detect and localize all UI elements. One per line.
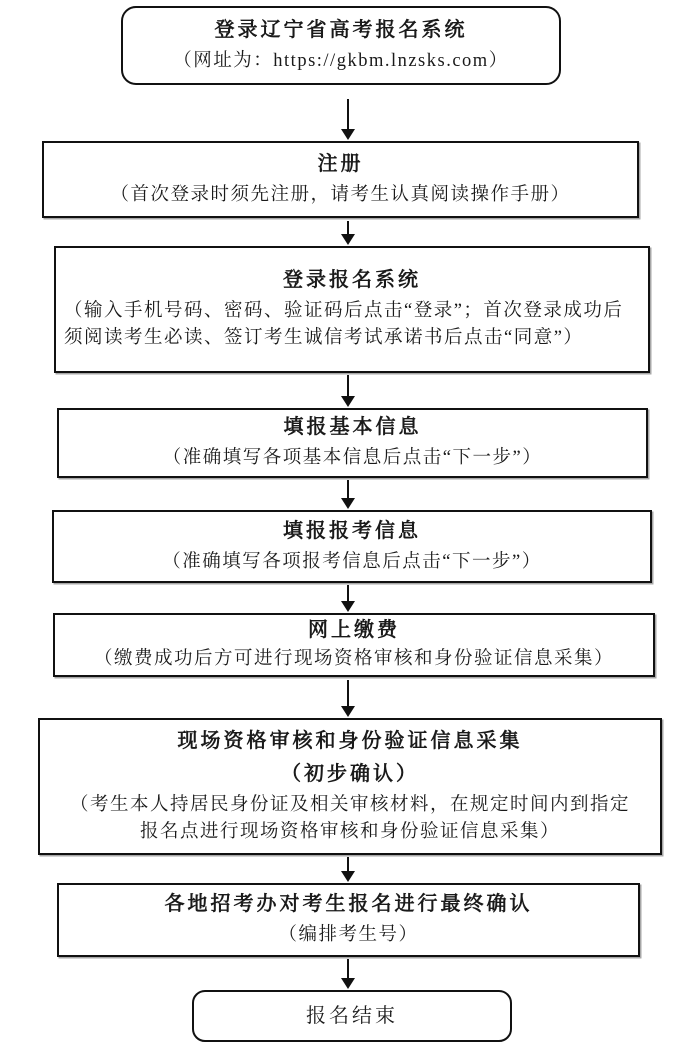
node-body: （准确填写各项基本信息后点击“下一步”） <box>162 448 543 469</box>
node-body: （准确填写各项报考信息后点击“下一步”） <box>162 551 542 572</box>
arrow-head-icon <box>341 234 355 245</box>
node-title: 填报报考信息 <box>283 519 421 542</box>
node-body: （输入手机号码、密码、验证码后点击“登录”；首次登录成功后须阅读考生必读、签订考生诚信考试承诺书后点击“同意”） <box>64 301 624 348</box>
flow-node-basic-info <box>57 408 648 478</box>
node-title: 登录报名系统 <box>283 269 421 292</box>
flow-arrow <box>341 680 355 717</box>
arrow-shaft <box>347 680 349 706</box>
flow-node-register <box>42 141 639 218</box>
flow-node-start <box>121 6 561 85</box>
flow-node-online-payment <box>53 613 655 677</box>
node-body: （考生本人持居民身份证及相关审核材料，在规定时间内到指定报名点进行现场资格审核和身份验证信息采集） <box>69 794 630 842</box>
flow-arrow <box>341 480 355 509</box>
flow-arrow <box>341 221 355 245</box>
arrow-head-icon <box>341 871 355 882</box>
flow-node-onsite-verification <box>38 718 662 855</box>
node-title: 网上缴费 <box>308 619 400 642</box>
flow-node-end <box>192 990 512 1042</box>
node-body: （首次登录时须先注册，请考生认真阅读操作手册） <box>110 184 571 205</box>
arrow-shaft <box>347 221 349 234</box>
arrow-head-icon <box>341 396 355 407</box>
flow-arrow <box>341 99 355 140</box>
flow-arrow <box>341 857 355 882</box>
node-title: 现场资格审核和身份验证信息采集 <box>177 729 523 752</box>
node-subtitle: （初步确认） <box>281 762 419 785</box>
flow-arrow <box>341 585 355 612</box>
flow-node-final-confirm <box>57 883 640 957</box>
node-body: （缴费成功后方可进行现场资格审核和身份验证信息采集） <box>93 649 614 670</box>
node-title: 各地招考办对考生报名进行最终确认 <box>164 893 533 916</box>
node-title: 填报基本信息 <box>283 416 422 439</box>
arrow-shaft <box>347 480 349 498</box>
arrow-shaft <box>347 585 349 601</box>
arrow-head-icon <box>341 706 355 717</box>
arrow-head-icon <box>341 129 355 140</box>
arrow-shaft <box>347 375 349 396</box>
arrow-shaft <box>347 959 349 978</box>
arrow-head-icon <box>341 978 355 989</box>
node-body: （编排考生号） <box>278 925 419 946</box>
node-body: （网址为：https://gkbm.lnzsks.com） <box>173 50 509 71</box>
node-title: 登录辽宁省高考报名系统 <box>214 18 468 41</box>
node-title: 注册 <box>317 152 364 175</box>
node-title: 报名结束 <box>306 1004 398 1027</box>
arrow-shaft <box>347 99 349 129</box>
arrow-shaft <box>347 857 349 871</box>
arrow-head-icon <box>341 498 355 509</box>
flow-node-login <box>54 246 650 373</box>
flow-arrow <box>341 959 355 989</box>
flow-node-exam-info <box>52 510 652 583</box>
arrow-head-icon <box>341 601 355 612</box>
flow-arrow <box>341 375 355 407</box>
